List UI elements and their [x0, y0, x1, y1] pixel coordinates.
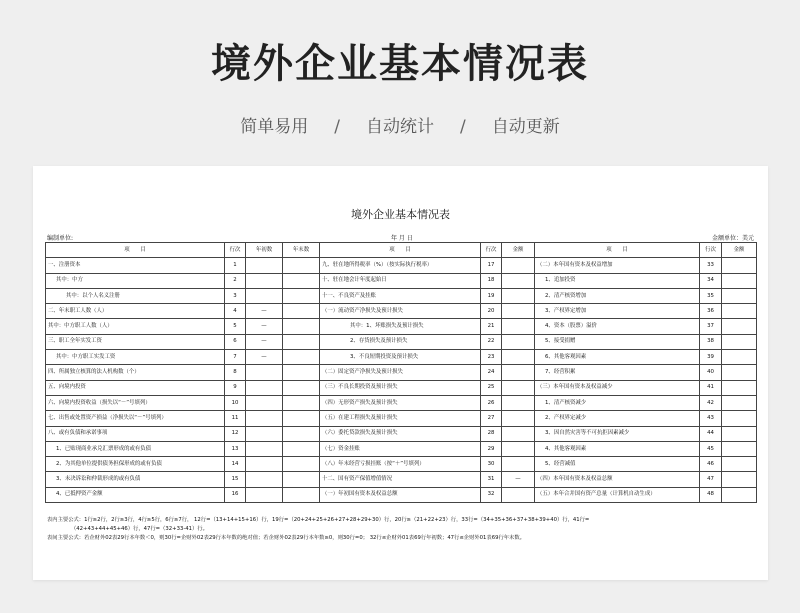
- opening-value: [246, 487, 283, 502]
- amount-value: [502, 319, 535, 334]
- row-number: 35: [700, 288, 722, 303]
- table-row: [46, 472, 757, 487]
- closing-value: [283, 304, 320, 319]
- opening-value: [246, 457, 283, 472]
- opening-value: [246, 258, 283, 273]
- amount-value: [502, 258, 535, 273]
- row-number: 5: [225, 319, 246, 334]
- tagline-separator: /: [334, 117, 340, 137]
- closing-value: [283, 441, 320, 456]
- amount-value: [722, 380, 757, 395]
- amount-value: [502, 304, 535, 319]
- header-row-no: 行次: [481, 243, 502, 258]
- closing-value: [283, 350, 320, 365]
- amount-value: [722, 288, 757, 303]
- row-item-left: 四、所属独立核算的法人机构数（个）: [46, 365, 225, 380]
- row-item-left: 五、向境内投资: [46, 380, 225, 395]
- row-item-right: 1、追加投资: [535, 273, 700, 288]
- row-item-middle: （三）不良长期投资及预计损失: [320, 380, 481, 395]
- row-item-left: 一、注册资本: [46, 258, 225, 273]
- row-item-right: 3、因自然灾害等不可抗拒因素减少: [535, 426, 700, 441]
- row-item-right: 3、产权界定增加: [535, 304, 700, 319]
- closing-value: [283, 426, 320, 441]
- row-number: 40: [700, 365, 722, 380]
- row-item-middle: （四）无形资产损失及预计损失: [320, 395, 481, 410]
- opening-value: [246, 288, 283, 303]
- opening-value: [246, 395, 283, 410]
- row-number: 23: [481, 350, 502, 365]
- row-number: 28: [481, 426, 502, 441]
- row-number: 9: [225, 380, 246, 395]
- table-row: [46, 426, 757, 441]
- table-row: [46, 319, 757, 334]
- opening-value: —: [246, 304, 283, 319]
- spreadsheet-preview: [33, 166, 768, 580]
- header-item: 项 目: [46, 243, 225, 258]
- row-item-right: 6、其他客观因素: [535, 350, 700, 365]
- amount-value: [722, 304, 757, 319]
- row-number: 44: [700, 426, 722, 441]
- opening-value: [246, 365, 283, 380]
- row-number: 6: [225, 334, 246, 349]
- header-item: 项 目: [535, 243, 700, 258]
- amount-value: [722, 365, 757, 380]
- row-number: 18: [481, 273, 502, 288]
- header-item: 项 目: [320, 243, 481, 258]
- row-number: 47: [700, 472, 722, 487]
- row-item-right: 2、清产核资增加: [535, 288, 700, 303]
- table-row: [46, 457, 757, 472]
- unit-label: 编制单位:: [47, 235, 74, 242]
- row-number: 32: [481, 487, 502, 502]
- table-row: [46, 441, 757, 456]
- amount-value: [502, 395, 535, 410]
- opening-value: [246, 426, 283, 441]
- tagline-auto-update: 自动更新: [491, 117, 560, 137]
- header-amount: 金额: [502, 243, 535, 258]
- header-opening: 年初数: [246, 243, 283, 258]
- table-row: [46, 365, 757, 380]
- closing-value: [283, 457, 320, 472]
- row-item-middle: （一）流动资产净损失及预计损失: [320, 304, 481, 319]
- row-item-right: 1、清产核资减少: [535, 395, 700, 410]
- table-row: [46, 304, 757, 319]
- row-item-left: 六、向境内投资收益（损失以“－”号填列）: [46, 395, 225, 410]
- closing-value: [283, 411, 320, 426]
- row-item-right: 5、经营减值: [535, 457, 700, 472]
- row-item-right: （三）本年国有资本及权益减少: [535, 380, 700, 395]
- amount-value: [722, 319, 757, 334]
- row-number: 8: [225, 365, 246, 380]
- row-number: 38: [700, 334, 722, 349]
- table-row: [46, 487, 757, 502]
- amount-value: [502, 426, 535, 441]
- row-number: 34: [700, 273, 722, 288]
- row-item-middle: （二）固定资产净损失及预计损失: [320, 365, 481, 380]
- row-number: 29: [481, 441, 502, 456]
- amount-value: [722, 395, 757, 410]
- row-item-left: 三、职工全年实发工资: [46, 334, 225, 349]
- closing-value: [283, 334, 320, 349]
- opening-value: [246, 441, 283, 456]
- row-item-right: （五）本年合并国有资产总量（计算机自动生成）: [535, 487, 700, 502]
- currency-label: 金额单位：美元: [711, 235, 754, 242]
- hero-taglines: [0, 112, 800, 137]
- table-row: [46, 334, 757, 349]
- amount-value: [502, 411, 535, 426]
- row-item-middle: 九、驻在地所得税率（%）（按实际执行税率）: [320, 258, 481, 273]
- row-number: 31: [481, 472, 502, 487]
- row-number: 3: [225, 288, 246, 303]
- table-row: [46, 395, 757, 410]
- row-number: 19: [481, 288, 502, 303]
- amount-value: [722, 487, 757, 502]
- row-item-middle: （五）在建工程损失及预计损失: [320, 411, 481, 426]
- sheet-meta: [47, 233, 754, 241]
- row-item-middle: 十二、国有资产保值增值情况: [320, 472, 481, 487]
- note-line: 表间主要公式：若企财外02表29行本年数＜0，则30行=企财外02表29行本年数的绝对值；若企财外02表29行本年数≥0，则30行=0； 32行≤企财外01表69行年初数；47行≤企财外01表69行年末数。: [47, 535, 525, 541]
- opening-value: [246, 472, 283, 487]
- row-number: 24: [481, 365, 502, 380]
- closing-value: [283, 395, 320, 410]
- header-row-no: 行次: [225, 243, 246, 258]
- row-item-middle: （六）委托贷款损失及预计损失: [320, 426, 481, 441]
- sheet-title: 境外企业基本情况表: [351, 208, 450, 221]
- row-item-middle: 十、驻在地会计年度起始日: [320, 273, 481, 288]
- amount-value: [722, 472, 757, 487]
- row-number: 43: [700, 411, 722, 426]
- amount-value: [502, 441, 535, 456]
- row-number: 42: [700, 395, 722, 410]
- hero-title: 境外企业基本情况表: [211, 41, 589, 87]
- tagline-separator: /: [460, 117, 466, 137]
- amount-value: [502, 487, 535, 502]
- opening-value: [246, 380, 283, 395]
- row-item-left: 其中：中方职工人数（人）: [46, 319, 225, 334]
- closing-value: [283, 365, 320, 380]
- amount-value: [502, 273, 535, 288]
- row-number: 21: [481, 319, 502, 334]
- header-amount: 金额: [722, 243, 757, 258]
- amount-value: [722, 273, 757, 288]
- row-item-middle: （一）年初国有资本及权益总额: [320, 487, 481, 502]
- amount-value: [722, 411, 757, 426]
- row-item-middle: 3、不良短期投资及预计损失: [320, 350, 481, 365]
- table-row: [46, 258, 757, 273]
- amount-value: [722, 334, 757, 349]
- row-item-left: 其中：以个人名义注册: [46, 288, 225, 303]
- header-row-no: 行次: [700, 243, 722, 258]
- row-item-left: 4、已抵押资产金额: [46, 487, 225, 502]
- row-number: 27: [481, 411, 502, 426]
- amount-value: [502, 457, 535, 472]
- row-item-left: 其中：中方职工实发工资: [46, 350, 225, 365]
- row-item-left: 3、未决诉讼和仲裁形成的或有负债: [46, 472, 225, 487]
- row-item-left: 二、年末职工人数（人）: [46, 304, 225, 319]
- table-row: [46, 350, 757, 365]
- row-item-middle: （八）年末经营亏损挂账（按“＋”号填列）: [320, 457, 481, 472]
- closing-value: [283, 258, 320, 273]
- amount-value: —: [502, 472, 535, 487]
- amount-value: [502, 334, 535, 349]
- table-row: [46, 411, 757, 426]
- header-closing: 年末数: [283, 243, 320, 258]
- note-line: 表内主要公式：1行≥2行，2行≥3行，4行≥5行，6行≥7行， 12行=（13+14+15+16）行，19行=（20+24+25+26+27+28+29+30）行，20行≥（21+22+23）行，33行=（34+35+36+37+38+39+40）行，41行=: [47, 517, 590, 523]
- formula-notes: [47, 516, 758, 543]
- note-line: （42+43+44+45+46）行，47行=（32+33-41）行。: [71, 526, 208, 532]
- row-number: 4: [225, 304, 246, 319]
- closing-value: [283, 380, 320, 395]
- row-number: 13: [225, 441, 246, 456]
- row-number: 17: [481, 258, 502, 273]
- row-number: 39: [700, 350, 722, 365]
- row-number: 30: [481, 457, 502, 472]
- tagline-easy: 简单易用: [240, 117, 309, 137]
- row-number: 45: [700, 441, 722, 456]
- row-item-left: 1、已贴现商业承兑汇票形成的或有负债: [46, 441, 225, 456]
- row-item-middle: 十一、不良资产及挂账: [320, 288, 481, 303]
- row-number: 25: [481, 380, 502, 395]
- row-number: 2: [225, 273, 246, 288]
- row-item-right: （四）本年国有资本及权益总额: [535, 472, 700, 487]
- row-item-middle: 2、存货损失及预计损失: [320, 334, 481, 349]
- row-number: 11: [225, 411, 246, 426]
- row-item-right: 2、产权界定减少: [535, 411, 700, 426]
- basic-info-table: [45, 242, 757, 503]
- opening-value: —: [246, 334, 283, 349]
- row-number: 15: [225, 472, 246, 487]
- amount-value: [722, 441, 757, 456]
- row-number: 22: [481, 334, 502, 349]
- row-item-right: （二）本年国有资本及权益增加: [535, 258, 700, 273]
- row-number: 46: [700, 457, 722, 472]
- row-number: 37: [700, 319, 722, 334]
- amount-value: [722, 457, 757, 472]
- row-number: 16: [225, 487, 246, 502]
- table-header-row: [46, 243, 757, 258]
- tagline-auto-stats: 自动统计: [366, 117, 434, 137]
- closing-value: [283, 288, 320, 303]
- closing-value: [283, 487, 320, 502]
- opening-value: [246, 273, 283, 288]
- table-row: [46, 380, 757, 395]
- amount-value: [502, 288, 535, 303]
- row-item-right: 5、接受捐赠: [535, 334, 700, 349]
- row-item-right: 4、资本（股票）溢价: [535, 319, 700, 334]
- table-row: [46, 273, 757, 288]
- row-number: 10: [225, 395, 246, 410]
- closing-value: [283, 273, 320, 288]
- row-number: 20: [481, 304, 502, 319]
- date-label: 年 月 日: [391, 235, 413, 242]
- opening-value: —: [246, 350, 283, 365]
- row-number: 48: [700, 487, 722, 502]
- row-number: 33: [700, 258, 722, 273]
- row-number: 7: [225, 350, 246, 365]
- row-item-middle: （七）资金挂账: [320, 441, 481, 456]
- row-number: 1: [225, 258, 246, 273]
- amount-value: [502, 365, 535, 380]
- table-row: [46, 288, 757, 303]
- amount-value: [722, 426, 757, 441]
- amount-value: [502, 350, 535, 365]
- closing-value: [283, 472, 320, 487]
- row-item-right: 4、其他客观因素: [535, 441, 700, 456]
- row-number: 41: [700, 380, 722, 395]
- amount-value: [502, 380, 535, 395]
- row-number: 12: [225, 426, 246, 441]
- row-item-left: 七、出售或处置资产损益（净损失以“－”号填列）: [46, 411, 225, 426]
- row-number: 14: [225, 457, 246, 472]
- opening-value: [246, 411, 283, 426]
- closing-value: [283, 319, 320, 334]
- amount-value: [722, 350, 757, 365]
- row-item-left: 其中：中方: [46, 273, 225, 288]
- row-item-left: 八、或有负债和承诺事项: [46, 426, 225, 441]
- row-number: 26: [481, 395, 502, 410]
- row-number: 36: [700, 304, 722, 319]
- row-item-left: 2、为其他单位提供债务担保形成的或有负债: [46, 457, 225, 472]
- row-item-right: 7、经营积累: [535, 365, 700, 380]
- opening-value: —: [246, 319, 283, 334]
- amount-value: [722, 258, 757, 273]
- row-item-middle: 其中：1、坏账损失及预计损失: [320, 319, 481, 334]
